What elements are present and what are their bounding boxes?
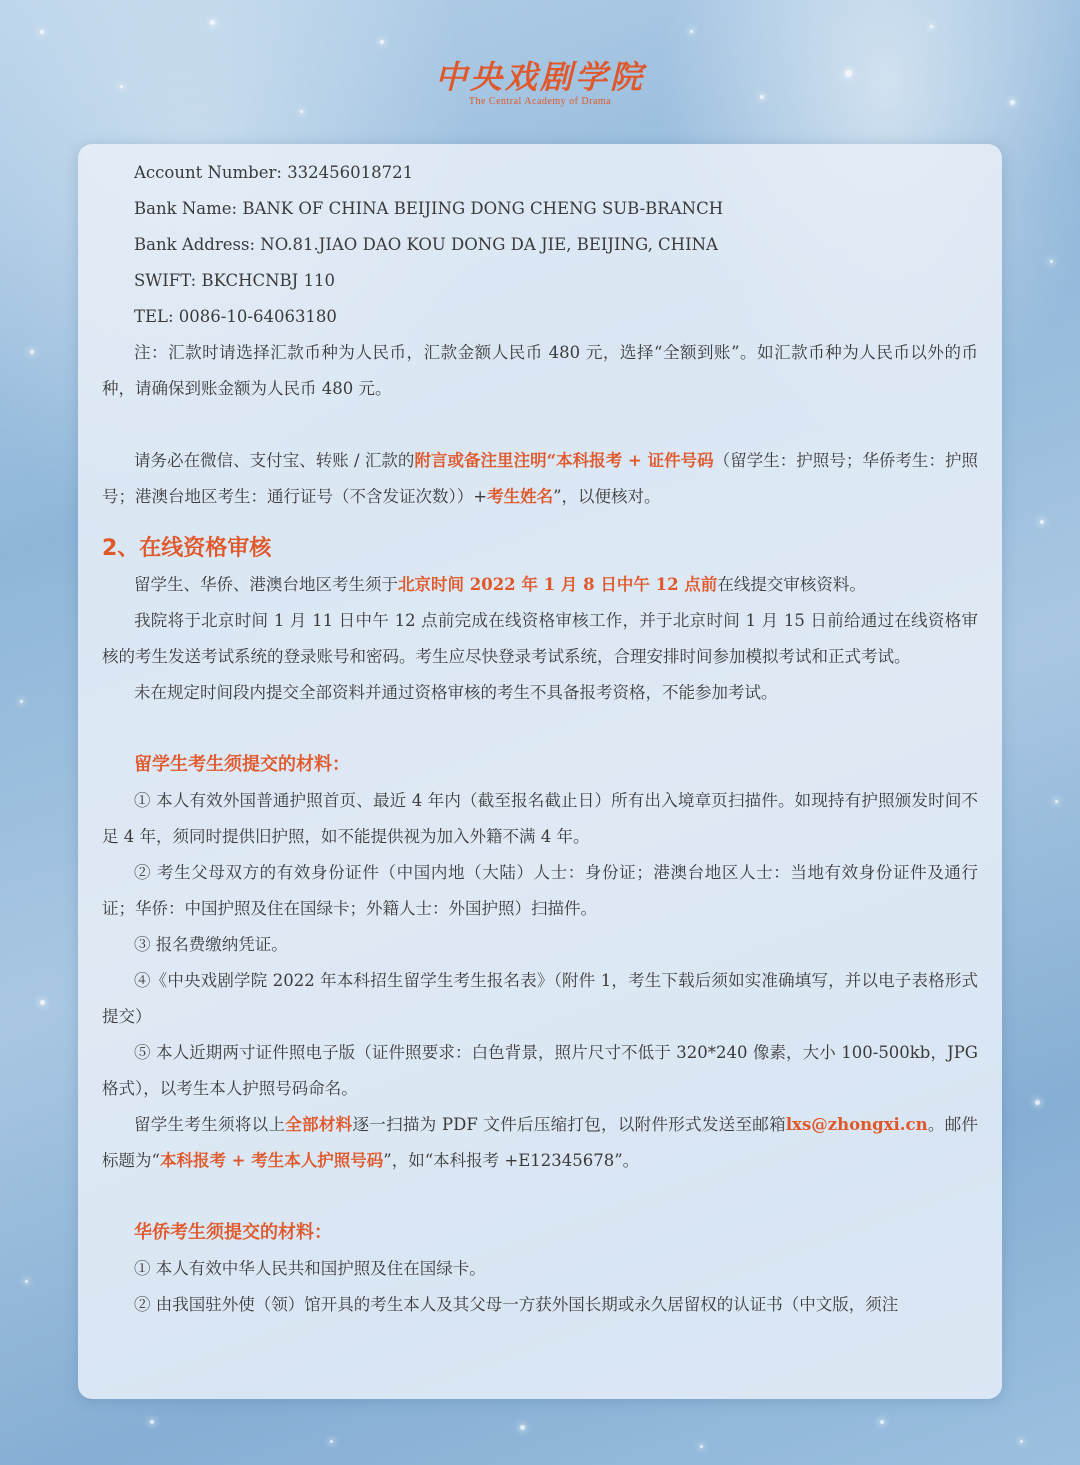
subject-highlight: 本科报考 + 考生本人护照号码 bbox=[159, 1151, 384, 1170]
bank-account: Account Number: 332456018721 bbox=[134, 163, 414, 182]
remittance-note: 注：汇款时请选择汇款币种为人民币，汇款金额人民币 480 元，选择“全额到账”。如汇款币种为人民币以外的币种，请确保到账金额为人民币 480 元。 bbox=[102, 343, 978, 398]
section-2-title: 2、在线资格审核 bbox=[102, 536, 272, 561]
intl-materials-title: 留学生考生须提交的材料： bbox=[134, 754, 350, 775]
email-link[interactable]: lxs@zhongxi.cn bbox=[785, 1115, 928, 1134]
section-2-para-3: 未在规定时间段内提交全部资料并通过资格审核的考生不具备报考资格，不能参加考试。 bbox=[134, 683, 778, 702]
section-2-para-2: 我院将于北京时间 1 月 11 日中午 12 点前完成在线资格审核工作，并于北京时间 1 月 15 日前给通过在线资格审核的考生发送考试系统的登录账号和密码。考生应尽快登录考试系统，合理安排时间参加模拟考试和正式考试。 bbox=[102, 611, 978, 666]
deadline-highlight: 北京时间 2022 年 1 月 8 日中午 12 点前 bbox=[398, 575, 718, 594]
remark-highlight: 附言或备注里注明“本科报考 + 证件号码 bbox=[414, 451, 714, 470]
logo-name-en: The Central Academy of Drama bbox=[468, 96, 612, 107]
bank-swift: SWIFT: BKCHCNBJ 110 bbox=[134, 271, 336, 290]
intl-item-3: ③ 报名费缴纳凭证。 bbox=[134, 935, 288, 954]
oc-materials-title: 华侨考生须提交的材料： bbox=[134, 1222, 332, 1243]
intl-item-5: ⑤ 本人近期两寸证件照电子版（证件照要求：白色背景，照片尺寸不低于 320*240 像素，大小 100-500kb，JPG 格式），以考生本人护照号码命名。 bbox=[102, 1043, 978, 1098]
intl-item-1: ① 本人有效外国普通护照首页、最近 4 年内（截至报名截止日）所有出入境章页扫描件。如现持有护照颁发时间不足 4 年，须同时提供旧护照，如不能提供视为加入外籍不满 4 年。 bbox=[102, 791, 978, 846]
intl-item-2: ② 考生父母双方的有效身份证件（中国内地（大陆）人士：身份证；港澳台地区人士：当地有效身份证件及通行证；华侨：中国护照及住在国绿卡；外籍人士：外国护照）扫描件。 bbox=[102, 863, 978, 918]
bank-tel: TEL: 0086-10-64063180 bbox=[134, 307, 337, 326]
logo-name-cn: 中央戏剧学院 bbox=[434, 58, 645, 96]
oc-item-2: ② 由我国驻外使（领）馆开具的考生本人及其父母一方获外国长期或永久居留权的认证书（中文版，须注 bbox=[134, 1295, 899, 1314]
intl-item-4: ④《中央戏剧学院 2022 年本科招生留学生考生报名表》（附件 1，考生下载后须如实准确填写，并以电子表格形式提交） bbox=[102, 971, 978, 1026]
all-materials-highlight: 全部材料 bbox=[285, 1115, 353, 1134]
bank-address: Bank Address: NO.81.JIAO DAO KOU DONG DA JIE, BEIJING, CHINA bbox=[134, 235, 718, 254]
remark-name-highlight: 考生姓名 bbox=[487, 487, 554, 506]
document-body bbox=[102, 155, 978, 1323]
intl-send-instruction: 留学生考生须将以上全部材料逐一扫描为 PDF 文件后压缩打包，以附件形式发送至邮箱lxs@zhongxi.cn。邮件标题为“本科报考 + 考生本人护照号码”，如“本科报考 +E12345678”。 bbox=[102, 1115, 979, 1170]
bank-name: Bank Name: BANK OF CHINA BEIJING DONG CHENG SUB-BRANCH bbox=[134, 199, 724, 218]
remark-instruction: 请务必在微信、支付宝、转账 / 汇款的附言或备注里注明“本科报考 + 证件号码（留学生：护照号；华侨考生：护照号；港澳台地区考生：通行证号（不含发证次数））+考生姓名”，以便核对。 bbox=[102, 451, 978, 506]
academy-logo bbox=[0, 58, 1080, 108]
section-2-para-1: 留学生、华侨、港澳台地区考生须于北京时间 2022 年 1 月 8 日中午 12 点前在线提交审核资料。 bbox=[134, 575, 866, 594]
oc-item-1: ① 本人有效中华人民共和国护照及住在国绿卡。 bbox=[134, 1259, 486, 1278]
